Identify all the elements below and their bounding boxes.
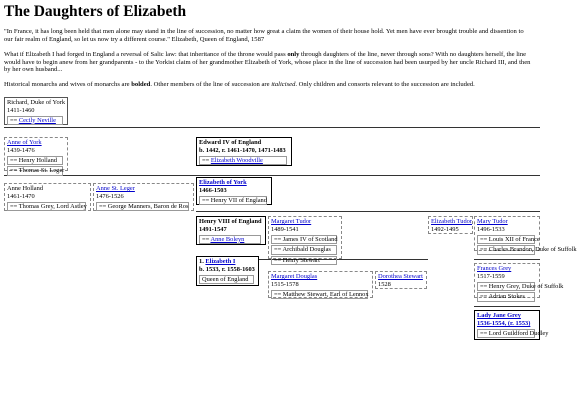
person-dates: 1466-1503 [199, 186, 227, 194]
person-dorothea-stewart [375, 271, 427, 289]
person-elizabeth-of-york [196, 177, 272, 205]
person-frances-grey [474, 263, 564, 301]
spouse-matthew-stewart: == Matthew Stewart, Earl of Lennox [271, 290, 368, 300]
spouse-henry-holland: == Henry Holland [7, 156, 63, 166]
page-title: The Daughters of Elizabeth [4, 3, 187, 20]
person-dates: 1411-1460 [7, 106, 35, 114]
person-dates: 1489-1541 [271, 225, 299, 233]
spouse-thomas-grey: == Thomas Grey, Lord Astley [7, 202, 86, 212]
generation-line-2 [4, 175, 540, 176]
spouse-archibald-douglas: == Archibald Douglas [271, 245, 337, 255]
title-queen-of-england: Queen of England [199, 275, 254, 285]
spouse-anne-boleyn: == Anne Boleyn [199, 235, 261, 245]
spouse-thomas-st-leger: == Thomas St. Leger [7, 166, 63, 176]
spouse-henry-vii: == Henry VII of England [199, 196, 267, 206]
spouse-charles-brandon: == Charles Brandon, Duke of Suffolk [477, 245, 535, 255]
person-dates: 1461-1470 [7, 192, 35, 200]
person-dates: 1491-1547 [199, 225, 227, 233]
person-name-link[interactable]: Elizabeth Tudor [431, 218, 473, 225]
person-name: Richard, Duke of York [7, 99, 66, 106]
elizabeth-i-link[interactable]: Elizabeth I [205, 258, 236, 265]
person-name: 1. Elizabeth I [199, 258, 236, 265]
spouse-james-iv: == James IV of Scotland [271, 235, 337, 245]
spouse-elizabeth-woodville: == Elizabeth Woodville [199, 156, 287, 166]
spouse-louis-xii: == Louis XII of France [477, 235, 535, 245]
person-dates: b. 1533, r. 1558-1603 [199, 265, 255, 273]
spouse-adrian-stokes: == Adrian Stokes [477, 292, 535, 302]
person-dates: b. 1442, r. 1461-1470, 1471-1483 [199, 146, 286, 154]
intro-paragraph: What if Elizabeth I had forged in England a reversal of Salic law: that inheritance of the throne would pass only through daughters of the line, never through sons? With no daughters herself, the line would have to begin anew from her grandparents - to the Yorkist claim of her grandmother Elizabeth of York, whose place in the line of succession had been usurped by her uncle Richard III, and then by her own husband... [4, 51, 531, 74]
person-dates: 1492-1495 [431, 225, 459, 233]
person-anne-of-york [4, 137, 68, 175]
person-name: Anne Holland [7, 185, 44, 192]
person-name: Edward IV of England [199, 139, 262, 146]
person-lady-jane-grey [474, 310, 549, 340]
legend-paragraph: Historical monarchs and wives of monarchs are bolded. Other members of the line of succession are italicised. Only children and consorts relevant to the succession are included. [4, 81, 475, 88]
person-mary-tudor [474, 216, 577, 254]
generation-line-6 [474, 306, 540, 307]
person-edward-iv [196, 137, 292, 166]
person-dates: 1439-1476 [7, 146, 35, 154]
person-dates: 1517-1559 [477, 272, 505, 280]
person-dates: 1496-1533 [477, 225, 505, 233]
person-elizabeth-i [196, 256, 259, 286]
person-name-link[interactable]: Frances Grey [477, 265, 512, 272]
person-name-link[interactable]: Anne of York [7, 139, 42, 146]
spouse-henry-grey: == Henry Grey, Duke of Suffolk [477, 282, 535, 292]
person-margaret-tudor [268, 216, 342, 264]
person-dates: 1476-1526 [96, 192, 124, 200]
spouse-george-manners: == George Manners, Baron de Ros [96, 202, 189, 212]
generation-line-5 [474, 259, 540, 260]
generation-line-1 [4, 127, 540, 128]
person-name-link[interactable]: Margaret Tudor [271, 218, 312, 225]
generation-line-3 [196, 211, 540, 212]
person-dates: 1515-1578 [271, 280, 299, 288]
person-dates: 1528 [378, 280, 391, 288]
spouse-guildford-dudley: == Lord Guildford Dudley [477, 329, 535, 339]
person-henry-viii [196, 216, 266, 245]
intro-quote: "In France, it has long been held that men alone may stand in the line of succession, no matter how great a claim the women of their house hold. Yet men have ever brought trouble and dissention to our fair realm of England, so let us now try a different course." Elizabeth, Queen of England, 1587 [4, 28, 524, 43]
person-dates: 1536-1554, (r. 1553) [477, 319, 531, 327]
spouse-link[interactable]: Anne Boleyn [210, 235, 245, 243]
person-margaret-douglas [268, 271, 373, 298]
spouse-cecily-neville: == Cecily Neville [7, 116, 63, 126]
person-name-link[interactable]: Anne St. Leger [96, 185, 135, 192]
person-anne-st-leger [93, 183, 194, 211]
person-name-link[interactable]: Dorothea Stewart [378, 273, 423, 280]
person-elizabeth-tudor [428, 216, 473, 234]
person-name-link[interactable]: Mary Tudor [477, 218, 508, 225]
spouse-link[interactable]: Elizabeth Woodville [210, 156, 263, 164]
spouse-link[interactable]: Cecily Neville [18, 116, 56, 124]
spouse-henry-stewart: == Henry Stewart [271, 256, 337, 266]
person-name-link[interactable]: Lady Jane Grey [477, 312, 521, 319]
person-name: Henry VIII of England [199, 218, 262, 225]
person-richard-duke-of-york [4, 97, 68, 125]
person-name-link[interactable]: Elizabeth of York [199, 179, 247, 186]
person-name-link[interactable]: Margaret Douglas [271, 273, 318, 280]
person-anne-holland [4, 183, 91, 211]
